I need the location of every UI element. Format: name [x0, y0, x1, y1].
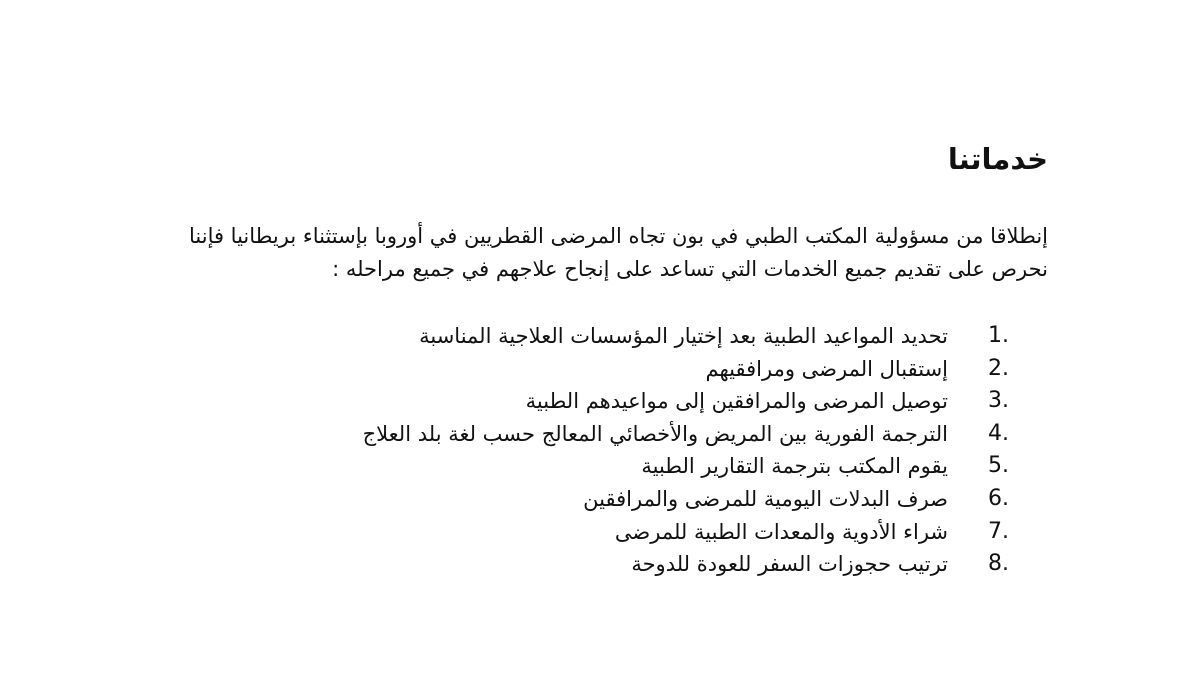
list-item	[288, 450, 1048, 483]
intro-line: نحرص على تقديم جميع الخدمات التي تساعد على إنجاح علاجهم في جميع مراحله :	[332, 257, 1048, 281]
list-item-number: 8.	[988, 551, 1009, 577]
services-list	[288, 320, 1048, 581]
list-item-text: شراء الأدوية والمعدات الطبية للمرضى	[614, 519, 948, 544]
list-item-text: تحديد المواعيد الطبية بعد إختيار المؤسسات العلاجية المناسبة	[419, 324, 948, 348]
list-item-text: إستقبال المرضى ومرافقيهم	[705, 356, 948, 381]
list-item	[288, 516, 1048, 549]
list-item-text: ترتيب حجوزات السفر للعودة للدوحة	[631, 552, 948, 577]
list-item-text: الترجمة الفورية بين المريض والأخصائي المعالج حسب لغة بلد العلاج	[362, 421, 948, 446]
list-item-number: 1.	[988, 323, 1009, 348]
list-item-text: صرف البدلات اليومية للمرضى والمرافقين	[583, 486, 948, 511]
list-item	[288, 353, 1048, 386]
list-item-text: يقوم المكتب بترجمة التقارير الطبية	[641, 454, 948, 479]
list-item-number: 7.	[988, 518, 1009, 544]
list-item-number: 2.	[988, 355, 1009, 381]
page-title: خدماتنا	[947, 142, 1048, 176]
list-item-number: 6.	[988, 485, 1009, 511]
list-item	[288, 385, 1048, 418]
list-item	[288, 418, 1048, 451]
list-item-text: توصيل المرضى والمرافقين إلى مواعيدهم الطبية	[525, 389, 948, 414]
intro-line: إنطلاقا من مسؤولية المكتب الطبي في بون تجاه المرضى القطريين في أوروبا بإستثناء بريطانيا فإننا	[188, 224, 1048, 248]
list-item-number: 4.	[988, 420, 1009, 446]
list-item	[288, 320, 1048, 353]
list-item	[288, 548, 1048, 581]
list-item	[288, 483, 1048, 516]
list-item-number: 3.	[988, 388, 1009, 414]
list-item-number: 5.	[988, 453, 1009, 479]
intro-paragraph	[132, 220, 1048, 286]
